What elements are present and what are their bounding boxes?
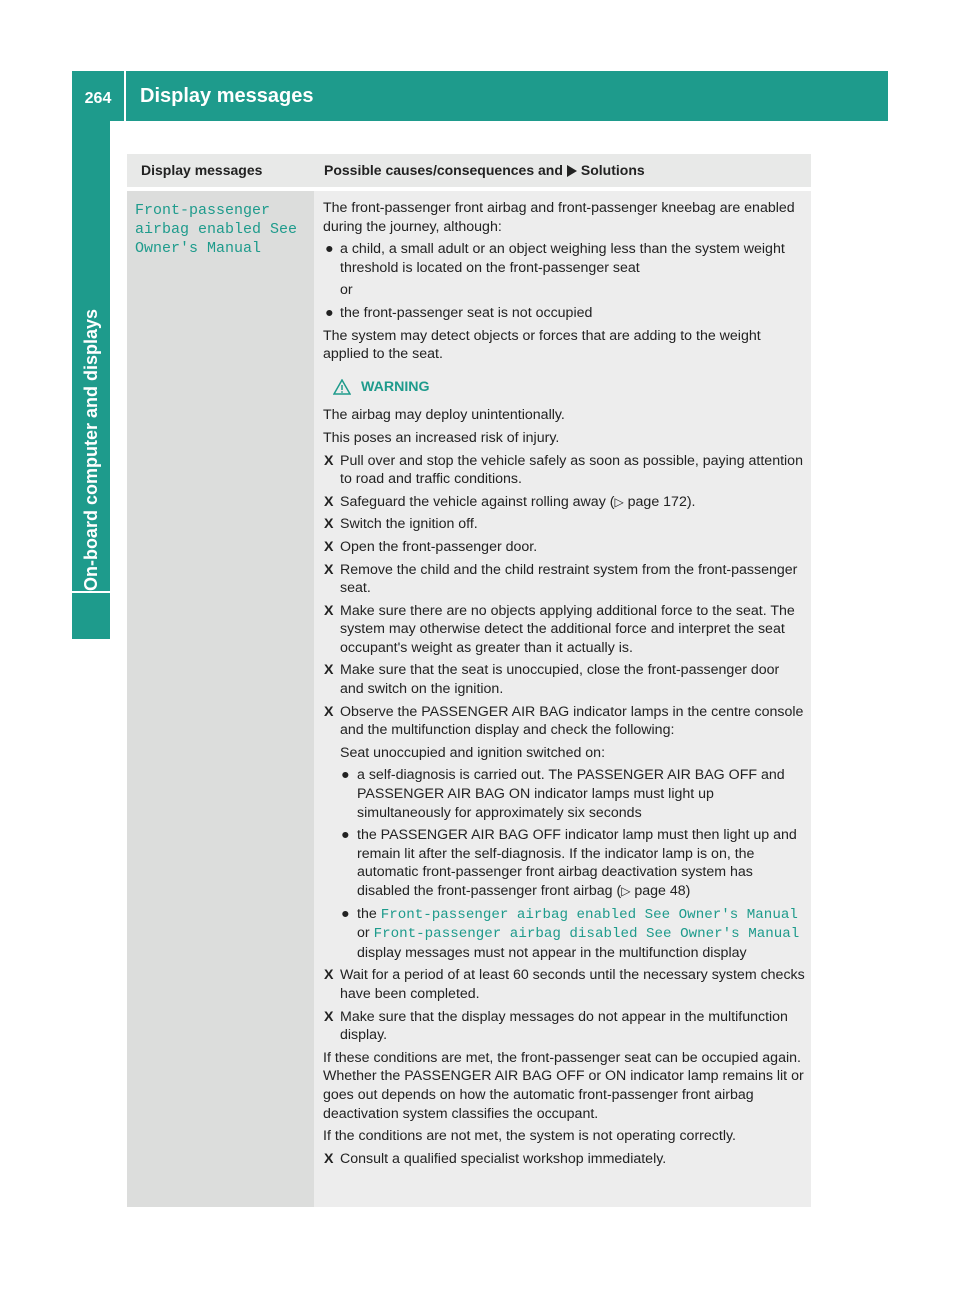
step-item [323, 602, 805, 658]
warning-triangle-icon [333, 379, 351, 395]
display-message-line: airbag enabled See [135, 221, 298, 238]
check-text: or [357, 925, 370, 942]
step-item [323, 1150, 805, 1169]
check-item [323, 766, 805, 822]
intro-text: The front-passenger front airbag and front-passenger kneebag are enabled during the journey, although: [323, 200, 795, 235]
col-header-messages: Display messages [141, 162, 263, 178]
side-tab-divider [72, 591, 110, 593]
page-ref-icon: ▷ [614, 494, 624, 509]
step-arrow-icon: X [324, 561, 334, 578]
paragraph: If these conditions are met, the front-passenger seat can be occupied again. Whether the PASSENGER AIR BAG OFF or ON indicator lamp remains lit or goes out depends on how the automatic front-passenger front airbag deactivation system classifies the occupant. [323, 1049, 804, 1122]
step-arrow-icon: X [324, 516, 334, 533]
step-text: Remove the child and the child restraint system from the front-passenger seat. [340, 561, 798, 597]
col-header-causes [314, 154, 811, 187]
step-text: Safeguard the vehicle against rolling away ( [340, 493, 615, 510]
table-header [127, 154, 811, 187]
step-item [323, 966, 805, 1003]
page-title: Display messages [140, 85, 314, 107]
paragraph: If the conditions are not met, the system is not operating correctly. [323, 1128, 736, 1145]
bullet-icon: ● [341, 827, 350, 844]
list-item [323, 304, 805, 323]
page-ref-link[interactable]: page 172). [627, 493, 696, 510]
bullet-icon: ● [341, 905, 350, 922]
step-item [323, 561, 805, 598]
step-item [323, 493, 805, 512]
messages-table [127, 154, 811, 1207]
step-arrow-icon: X [324, 493, 334, 510]
step-arrow-icon: X [324, 452, 334, 469]
step-text: Switch the ignition off. [340, 516, 478, 533]
table-row [127, 191, 811, 1207]
check-text: the PASSENGER AIR BAG OFF indicator lamp must then light up and remain lit after the self-diagnosis. If the indicator lamp is on, the automatic front-passenger front airbag deactivation system has disabled the front-passenger front airbag ( [357, 827, 797, 899]
bullet-icon: ● [325, 304, 334, 321]
step-arrow-icon: X [324, 662, 334, 679]
display-message-line: Front-passenger [135, 202, 271, 219]
page-number: 264 [72, 71, 126, 121]
list-item [323, 240, 805, 277]
step-arrow-icon: X [324, 538, 334, 555]
or-text: or [340, 282, 353, 299]
step-arrow-icon: X [324, 1150, 334, 1167]
step-arrow-icon: X [324, 602, 334, 619]
step-item [323, 452, 805, 489]
step-text: Open the front-passenger door. [340, 538, 538, 555]
side-tab-label: On-board computer and displays [80, 308, 101, 591]
list-item-text: a child, a small adult or an object weighing less than the system weight threshold is located on the front-passenger seat [340, 241, 785, 276]
play-arrow-icon [567, 165, 577, 177]
display-message-ref: Front-passenger airbag enabled See Owner's Manual [380, 906, 798, 923]
step-text: Make sure there are no objects applying additional force to the seat. The system may otherwise detect the additional force and interpret the seat occupant's weight as greater than it actually is. [340, 602, 795, 656]
col-header-solutions-text: Solutions [580, 162, 645, 178]
system-text: The system may detect objects or forces that are adding to the weight applied to the seat. [323, 327, 761, 363]
step-text: Wait for a period of at least 60 seconds until the necessary system checks have been completed. [340, 967, 805, 1002]
sub-heading: Seat unoccupied and ignition switched on: [340, 744, 606, 761]
step-item [323, 703, 805, 740]
header-bar [72, 71, 888, 121]
step-arrow-icon: X [324, 1008, 334, 1025]
display-message-cell [127, 191, 314, 1207]
warning-text: The airbag may deploy unintentionally. [323, 407, 565, 424]
step-item [323, 538, 805, 557]
check-text: display messages must not appear in the multifunction display [357, 944, 747, 961]
warning-heading [333, 378, 805, 397]
step-item [323, 1008, 805, 1045]
bullet-icon: ● [341, 767, 350, 784]
col-header-causes-text: Possible causes/consequences and [324, 162, 563, 178]
step-text: Make sure that the seat is unoccupied, close the front-passenger door and switch on the ignition. [340, 662, 780, 698]
step-item [323, 515, 805, 534]
page-ref-link[interactable]: page 48) [634, 883, 691, 899]
step-text: Make sure that the display messages do not appear in the multifunction display. [340, 1008, 788, 1044]
step-arrow-icon: X [324, 967, 334, 984]
step-item [323, 661, 805, 698]
page-ref-icon: ▷ [621, 884, 631, 898]
bullet-icon: ● [325, 241, 334, 258]
list-item-text: the front-passenger seat is not occupied [340, 304, 593, 321]
check-item [323, 826, 805, 900]
step-arrow-icon: X [324, 703, 334, 720]
solutions-cell [314, 191, 811, 1207]
display-message-ref: Front-passenger airbag disabled See Owner's Manual [373, 926, 800, 943]
check-item [323, 905, 805, 963]
warning-label: WARNING [361, 378, 430, 395]
check-text: a self-diagnosis is carried out. The PASSENGER AIR BAG OFF and PASSENGER AIR BAG ON indicator lamps must light up simultaneously for approximately six seconds [357, 767, 785, 821]
step-text: Observe the PASSENGER AIR BAG indicator lamps in the centre console and the multifunction display and check the following: [340, 703, 804, 739]
step-text: Consult a qualified specialist workshop immediately. [340, 1150, 667, 1167]
display-message-line: Owner's Manual [135, 240, 262, 257]
check-text: the [357, 905, 377, 922]
warning-text: This poses an increased risk of injury. [323, 429, 560, 446]
side-tab-label-wrap [72, 121, 110, 591]
step-text: Pull over and stop the vehicle safely as soon as possible, paying attention to road and traffic conditions. [340, 452, 803, 488]
